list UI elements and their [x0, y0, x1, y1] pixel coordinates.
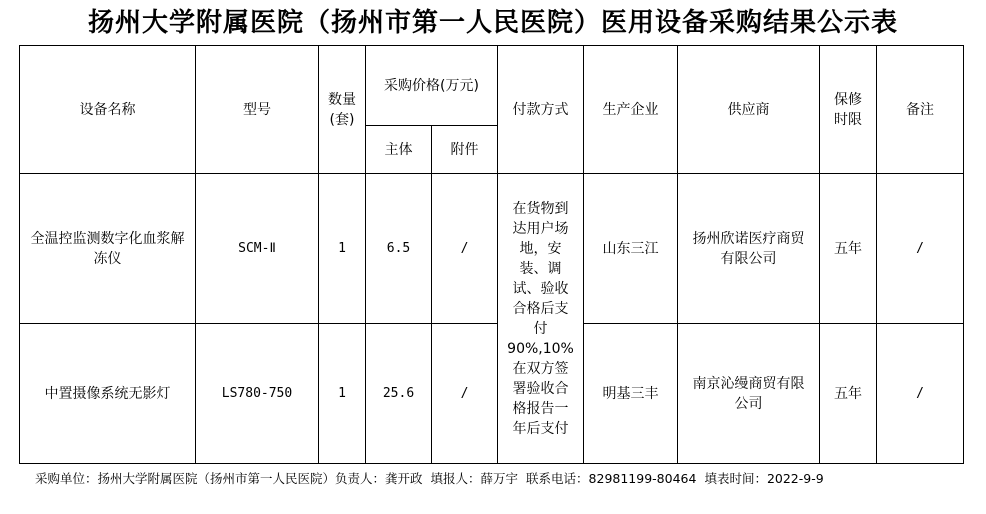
header-price-main: 主体: [366, 126, 432, 174]
header-supplier: 供应商: [678, 46, 820, 174]
remark: /: [877, 324, 964, 464]
table-row: [20, 324, 964, 464]
device-qty: 1: [319, 174, 366, 324]
header-payment: 付款方式: [498, 46, 584, 174]
warranty: 五年: [820, 174, 877, 324]
price-main: 25.6: [366, 324, 432, 464]
header-qty: 数量(套): [319, 46, 366, 174]
device-name: 全温控监测数字化血浆解冻仪: [20, 174, 196, 324]
device-model: SCM-Ⅱ: [196, 174, 319, 324]
footer-date: 填表时间：2022-9-9: [704, 471, 824, 486]
remark: /: [877, 174, 964, 324]
footer-phone: 联系电话：82981199-80464: [526, 471, 697, 486]
device-model: LS780-750: [196, 324, 319, 464]
footer-person: 负责人：龚开政: [335, 471, 423, 486]
warranty: 五年: [820, 324, 877, 464]
device-qty: 1: [319, 324, 366, 464]
header-price: 采购价格(万元): [366, 46, 498, 126]
procurement-table: [19, 45, 964, 464]
payment-terms: 在货物到达用户场地，安装、调试、验收合格后支付 90%,10%在双方签署验收合格报告一年后支付: [498, 174, 584, 464]
header-warranty: 保修时限: [820, 46, 877, 174]
table-row: [20, 174, 964, 324]
footer-filler: 填报人：薛万宇: [430, 471, 519, 486]
price-main: 6.5: [366, 174, 432, 324]
header-price-attach: 附件: [432, 126, 498, 174]
page-title: 扬州大学附属医院（扬州市第一人民医院）医用设备采购结果公示表: [87, 8, 898, 38]
supplier: 南京沁缦商贸有限公司: [678, 324, 820, 464]
price-attach: /: [432, 324, 498, 464]
device-name: 中置摄像系统无影灯: [20, 324, 196, 464]
footer-info: [35, 470, 832, 488]
footer-unit: 采购单位：扬州大学附属医院（扬州市第一人民医院）: [35, 471, 336, 486]
header-model: 型号: [196, 46, 319, 174]
manufacturer: 山东三江: [584, 174, 678, 324]
header-remark: 备注: [877, 46, 964, 174]
header-manufacturer: 生产企业: [584, 46, 678, 174]
header-name: 设备名称: [20, 46, 196, 174]
supplier: 扬州欣诺医疗商贸有限公司: [678, 174, 820, 324]
price-attach: /: [432, 174, 498, 324]
manufacturer: 明基三丰: [584, 324, 678, 464]
